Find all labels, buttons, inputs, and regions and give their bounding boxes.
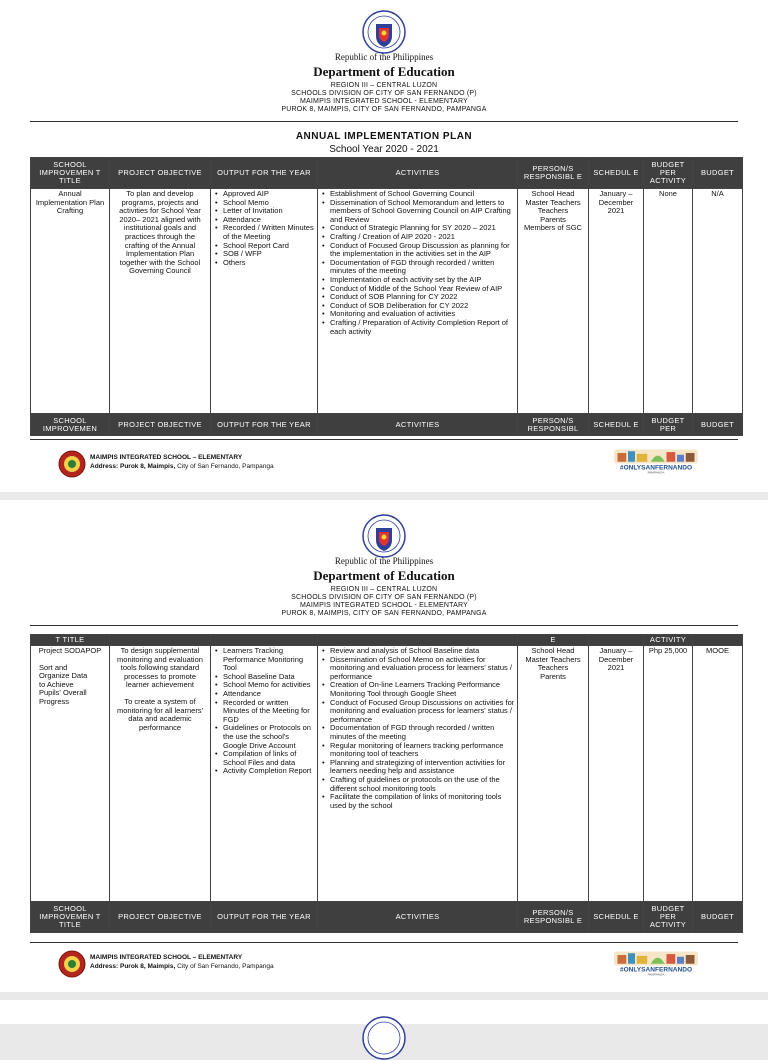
activity-item: • Implementation of each activity set by the AIP <box>330 276 515 285</box>
row2-activities-list <box>320 647 515 810</box>
output-item: • Attendance <box>223 690 315 699</box>
col-schedule: SCHEDUL E <box>589 158 644 189</box>
activity-item: • Establishment of School Governing Council <box>330 190 515 199</box>
col-activities: ACTIVITIES <box>318 414 518 436</box>
division-line: SCHOOLS DIVISION OF CITY OF SAN FERNANDO (P) <box>291 90 477 97</box>
row1-budget: N/A <box>693 189 743 414</box>
activity-item: • Conduct of Focused Group Discussion as planning for the implementation in the activities set in the AIP <box>330 242 515 259</box>
row2-activities <box>318 646 518 902</box>
activity-item: • Conduct of SOB Planning for CY 2022 <box>330 293 515 302</box>
region-line: REGION III – CENTRAL LUZON <box>330 586 438 593</box>
row1-persons-list <box>520 190 586 233</box>
col-budget-per: BUDGET PER ACTIVITY <box>644 902 693 933</box>
school-line: MAIMPIS INTEGRATED SCHOOL - ELEMENTARY <box>300 602 468 609</box>
aip-table <box>30 157 743 436</box>
col-output: OUTPUT FOR THE YEAR <box>211 158 318 189</box>
output-item: • School Report Card <box>223 242 315 251</box>
col-improvement-title: SCHOOL IMPROVEMEN T TITLE <box>31 158 110 189</box>
col-budget <box>693 635 743 646</box>
col-output: OUTPUT FOR THE YEAR <box>211 414 318 436</box>
row2-title: Project SODAPOP <box>38 646 102 655</box>
col-improvement-title: SCHOOL IMPROVEMEN T TITLE <box>31 902 110 933</box>
row1-activities <box>318 189 518 414</box>
table-header-repeat <box>31 414 743 436</box>
footer-school: MAIMPIS INTEGRATED SCHOOL – ELEMENTARY <box>90 954 243 961</box>
row2-persons-list <box>520 647 586 681</box>
activity-item: • Documentation of FGD through recorded / written minutes of the meeting <box>330 724 515 741</box>
school-logo-icon <box>58 950 86 978</box>
col-project-objective: PROJECT OBJECTIVE <box>110 158 211 189</box>
footer-address: City of San Fernando, Pampanga <box>177 963 274 970</box>
person-item: Parents <box>540 214 566 224</box>
row2-subtitle: Sort and Organize Data to Achieve Pupils' Overall Progress <box>39 662 88 706</box>
sanfernando-brand-logo <box>604 446 708 474</box>
activity-item: • Conduct of Focused Group Discussions on activities for monitoring and evaluation process for learners' status / performance <box>330 699 515 725</box>
col-schedule <box>589 635 644 646</box>
table-row <box>31 646 743 902</box>
row1-activities-list <box>320 190 515 336</box>
col-persons: E <box>518 635 589 646</box>
col-schedule: SCHEDUL E <box>589 902 644 933</box>
footer-info <box>90 453 274 471</box>
activity-item: • Conduct of Strategic Planning for SY 2020 – 2021 <box>330 224 515 233</box>
col-budget: BUDGET <box>693 902 743 933</box>
table-header-continuation <box>31 635 743 646</box>
brand-sub: PAMPANGA <box>647 972 665 976</box>
row1-persons <box>518 189 589 414</box>
activity-item: • Documentation of FGD through recorded / written minutes of the meeting <box>330 259 515 276</box>
activity-item: • Monitoring and evaluation of activities <box>330 310 515 319</box>
activity-item: • Facilitate the compilation of links of monitoring tools used by the school <box>330 793 515 810</box>
region-line: REGION III – CENTRAL LUZON <box>330 82 438 89</box>
col-budget: BUDGET <box>693 414 743 436</box>
activity-item: • Crafting / Preparation of Activity Completion Report of each activity <box>330 319 515 336</box>
department-title: Department of Education <box>313 568 455 583</box>
table-row <box>31 189 743 414</box>
activity-item: • Regular monitoring of learners tracking performance monitoring tool of teachers <box>330 742 515 759</box>
col-improvement-title: SCHOOL IMPROVEMEN <box>31 414 110 436</box>
school-year: School Year 2020 - 2021 <box>329 144 439 155</box>
document-page-2 <box>0 500 768 992</box>
deped-seal-icon <box>362 1016 406 1060</box>
row1-objective: To plan and develop programs, projects and activities for School Year 2020– 2021 aligned with institutional goals and practices through the crafting of the Annual Implementation Plan together with the School Governing Council <box>110 189 211 414</box>
col-output: OUTPUT FOR THE YEAR <box>211 902 318 933</box>
output-item: • Recorded or written Minutes of the Meeting for FGD <box>223 699 315 725</box>
row2-schedule: January – December 2021 <box>589 646 644 902</box>
republic-line: Republic of the Philippines <box>334 556 434 566</box>
activity-item: • Conduct of Middle of the School Year Review of AIP <box>330 285 515 294</box>
output-item: • Attendance <box>223 216 315 225</box>
brand-sub: PAMPANGA <box>647 470 665 474</box>
output-item: • School Memo <box>223 199 315 208</box>
footer-address-bold: Purok 8, Maimpis, <box>120 463 176 470</box>
brand-text: #ONLYSANFERNANDO <box>619 966 693 974</box>
address-line: PUROK 8, MAIMPIS, CITY OF SAN FERNANDO, PAMPANGA <box>281 106 487 113</box>
output-item: • School Memo for activities <box>223 681 315 690</box>
table-header-repeat <box>31 902 743 933</box>
header-divider <box>30 625 738 626</box>
person-item: Master Teachers <box>525 197 581 207</box>
division-line: SCHOOLS DIVISION OF CITY OF SAN FERNANDO (P) <box>291 594 477 601</box>
col-persons: PERSON/S RESPONSIBL E <box>518 902 589 933</box>
activity-item: • Dissemination of School Memorandum and letters to members of School Governing Council on AIP Crafting and Review <box>330 199 515 225</box>
col-activities: ACTIVITIES <box>318 158 518 189</box>
document-page-1 <box>0 0 768 492</box>
footer-address-bold: Purok 8, Maimpis, <box>120 963 176 970</box>
col-improvement-title: T TITLE <box>31 635 110 646</box>
person-item: Teachers <box>537 206 569 216</box>
department-title: Department of Education <box>313 64 455 79</box>
footer-address-label: Address: <box>90 963 119 970</box>
output-item: • Approved AIP <box>223 190 315 199</box>
activity-item: • Creation of On-line Learners Tracking Performance Monitoring Tool through Google Sheet <box>330 681 515 698</box>
row2-budget: MOOE <box>693 646 743 902</box>
deped-seal-icon <box>362 514 406 558</box>
row1-schedule: January – December 2021 <box>589 189 644 414</box>
activity-item: • Dissemination of School Memo on activities for monitoring and evaluation process for learners' status / performance <box>330 656 515 682</box>
activity-item: • Conduct of SOB Deliberation for CY 2022 <box>330 302 515 311</box>
col-budget: BUDGET <box>693 158 743 189</box>
col-project-objective: PROJECT OBJECTIVE <box>110 902 211 933</box>
footer-school: MAIMPIS INTEGRATED SCHOOL – ELEMENTARY <box>90 454 243 461</box>
footer-info <box>90 953 274 971</box>
row2-title-cell <box>31 646 110 902</box>
row1-outputs-list <box>213 190 315 267</box>
row1-budget-per: None <box>644 189 693 414</box>
output-item: • SOB / WFP <box>223 250 315 259</box>
col-budget-per: BUDGET PER <box>644 414 693 436</box>
output-item: • Others <box>223 259 315 268</box>
header-divider <box>30 121 738 122</box>
footer-divider <box>30 942 738 943</box>
sanfernando-brand-logo <box>604 948 708 976</box>
person-item: School Head <box>531 646 575 655</box>
document-page-3 <box>0 1000 768 1024</box>
republic-line: Republic of the Philippines <box>334 52 434 62</box>
output-item: • Guidelines or Protocols on the use the school's Google Drive Account <box>223 724 315 750</box>
col-project-objective <box>110 635 211 646</box>
activity-item: • Review and analysis of School Baseline data <box>330 647 515 656</box>
footer-divider <box>30 439 738 440</box>
deped-seal-icon <box>362 10 406 54</box>
col-schedule: SCHEDUL E <box>589 414 644 436</box>
plan-title: ANNUAL IMPLEMENTATION PLAN <box>295 131 473 142</box>
activity-item: • Crafting of guidelines or protocols on the use of the different school monitoring tools <box>330 776 515 793</box>
col-persons: PERSON/S RESPONSIBL <box>518 414 589 436</box>
col-activities <box>318 635 518 646</box>
output-item: • School Baseline Data <box>223 673 315 682</box>
output-item: • Letter of Invitation <box>223 207 315 216</box>
row2-outputs <box>211 646 318 902</box>
col-persons: PERSON/S RESPONSIBL E <box>518 158 589 189</box>
row2-persons <box>518 646 589 902</box>
person-item: Members of SGC <box>524 223 582 233</box>
footer-address: City of San Fernando, Pampanga <box>177 463 274 470</box>
row2-budget-per: Php 25,000 <box>644 646 693 902</box>
row1-outputs <box>211 189 318 414</box>
col-activities: ACTIVITIES <box>318 902 518 933</box>
output-item: • Recorded / Written Minutes of the Meeting <box>223 224 315 241</box>
brand-text: #ONLYSANFERNANDO <box>619 464 693 472</box>
row2-objective-1: To design supplemental monitoring and evaluation tools following standard processes to promote learner achievement <box>117 646 203 690</box>
person-item: Parents <box>540 671 566 681</box>
output-item: • Activity Completion Report <box>223 767 315 776</box>
row2-objective-cell <box>110 646 211 902</box>
col-output <box>211 635 318 646</box>
output-item: • Learners Tracking Performance Monitoring Tool <box>223 647 315 673</box>
col-budget-per: BUDGET PER ACTIVITY <box>644 158 693 189</box>
row2-objective-2: To create a system of monitoring for all learners' data and academic performance <box>116 696 204 732</box>
row1-title: Annual Implementation Plan Crafting <box>31 189 110 414</box>
output-item: • Compilation of links of School Files and data <box>223 750 315 767</box>
person-item: School Head <box>531 189 575 198</box>
row2-outputs-list <box>213 647 315 776</box>
activity-item: • Crafting / Creation of AIP 2020 - 2021 <box>330 233 515 242</box>
school-logo-icon <box>58 450 86 478</box>
aip-table-continued <box>30 634 743 933</box>
person-item: Master Teachers <box>525 654 581 664</box>
table-header-row <box>31 158 743 189</box>
col-project-objective: PROJECT OBJECTIVE <box>110 414 211 436</box>
address-line: PUROK 8, MAIMPIS, CITY OF SAN FERNANDO, PAMPANGA <box>281 610 487 617</box>
activity-item: • Planning and strategizing of intervention activities for learners needing help and assistance <box>330 759 515 776</box>
footer-address-label: Address: <box>90 463 119 470</box>
school-line: MAIMPIS INTEGRATED SCHOOL - ELEMENTARY <box>300 98 468 105</box>
col-budget-per: ACTIVITY <box>644 635 693 646</box>
person-item: Teachers <box>537 663 569 673</box>
